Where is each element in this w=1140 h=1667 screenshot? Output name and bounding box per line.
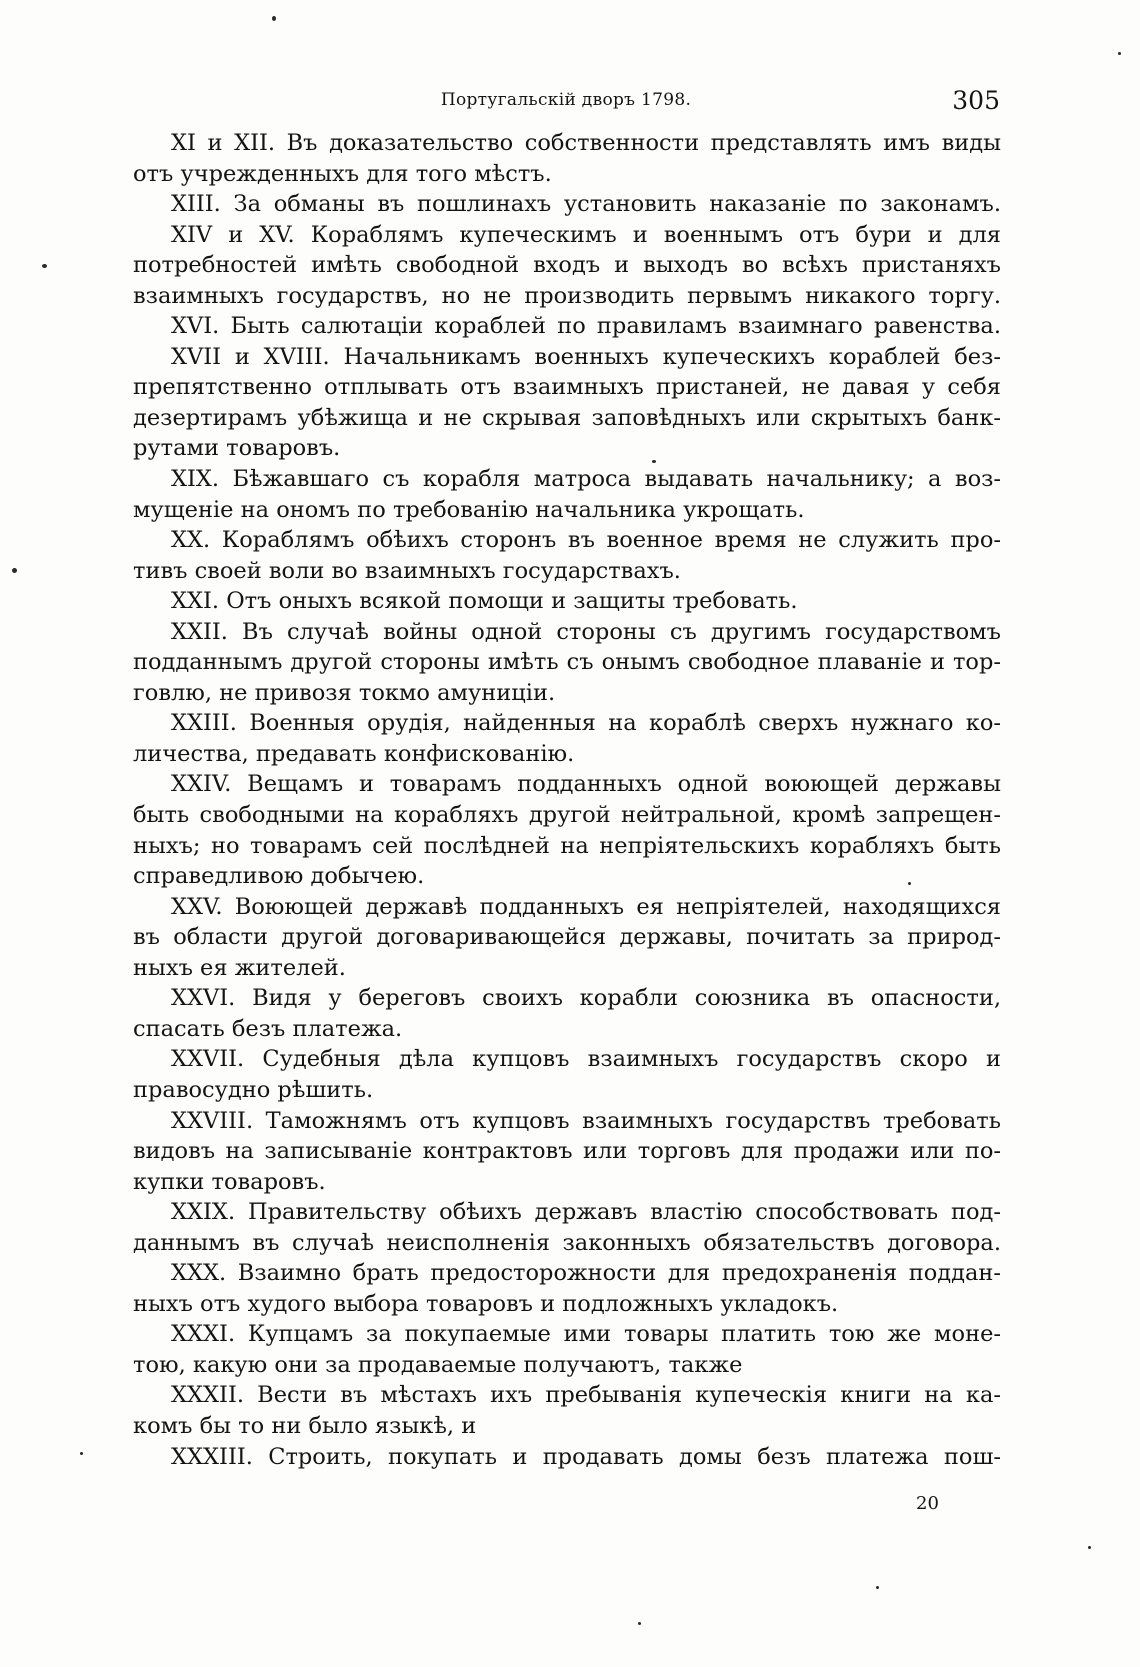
text-line: купки товаровъ. (133, 1168, 326, 1195)
text-line: ныхъ отъ худого выбора товаровъ и подложныхъ укладокъ. (133, 1290, 839, 1317)
text-line: XXIX. Правительству обѣихъ державъ властію способствовать под- (171, 1199, 1001, 1226)
text-line: быть свободными на корабляхъ другой нейтральной, кромѣ запрещен- (133, 802, 1001, 829)
text-line: тою, какую они за продаваемые получаютъ, также (133, 1351, 743, 1378)
running-title: Португальскій дворъ 1798. (440, 90, 692, 110)
article-list (133, 128, 1001, 1472)
text-line: комъ бы то ни было языкѣ, и (133, 1412, 477, 1439)
text-line: XXXII. Вести въ мѣстахъ ихъ пребыванія купеческія книги на ка- (171, 1382, 1001, 1409)
text-line: XXVII. Судебныя дѣла купцовъ взаимныхъ государствъ скоро и (171, 1046, 1001, 1073)
scan-speck (272, 16, 276, 21)
text-line: потребностей имѣть свободной входъ и выходъ во всѣхъ пристаняхъ (133, 252, 1001, 279)
scan-speck (1118, 52, 1121, 55)
text-line: взаимныхъ государствъ, но не производить первымъ никакого торгу. (133, 282, 1001, 309)
scan-speck (652, 460, 656, 463)
text-line: рутами товаровъ. (133, 435, 341, 462)
scan-speck (638, 1622, 641, 1625)
text-line: XI и XII. Въ доказательство собственности представлять имъ виды (171, 130, 1001, 156)
scan-speck (42, 264, 47, 268)
text-line: XVI. Быть салютаціи кораблей по правиламъ взаимнаго равенства. (171, 313, 1001, 340)
text-line: XXX. Взаимно брать предосторожности для предохраненія поддан- (171, 1260, 1001, 1287)
text-line: правосудно рѣшить. (133, 1076, 374, 1103)
text-line: XIII. За обманы въ пошлинахъ установить наказаніе по законамъ. (171, 191, 1001, 218)
text-line: подданнымъ другой стороны имѣть съ онымъ свободное плаваніе и тор- (133, 649, 1001, 676)
text-line: ныхъ; но товарамъ сей послѣдней на непріятельскихъ корабляхъ быть (133, 832, 1001, 859)
text-line: говлю, не привозя токмо амуниціи. (133, 679, 556, 706)
page-header (132, 86, 1000, 120)
text-line: XXIII. Военныя орудія, найденныя на кораблѣ сверхъ нужнаго ко- (171, 710, 1001, 737)
text-line: XXI. Отъ оныхъ всякой помощи и защиты требовать. (171, 588, 798, 615)
text-line: въ области другой договаривающейся державы, почитать за природ- (133, 924, 1001, 951)
text-line: XXXI. Купцамъ за покупаемые ими товары платить тою же моне- (171, 1321, 1001, 1348)
text-line: дезертирамъ убѣжища и не скрывая заповѣдныхъ или скрытыхъ банк- (133, 404, 1001, 431)
text-line: тивъ своей воли во взаимныхъ государствахъ. (133, 557, 681, 584)
text-line: личества, предавать конфискованію. (133, 740, 575, 767)
text-line: справедливою добычею. (133, 863, 425, 890)
text-line: препятственно отплывать отъ взаимныхъ пристаней, не давая у себя (133, 374, 1001, 401)
scan-speck (908, 882, 911, 885)
text-line: XVII и XVIII. Начальникамъ военныхъ купеческихъ кораблей без- (171, 343, 1001, 370)
text-line: XXV. Воюющей державѣ подданныхъ ея непріятелей, находящихся (171, 893, 1001, 920)
text-line: спасать безъ платежа. (133, 1015, 403, 1042)
text-line: XXXIII. Строить, покупать и продавать домы безъ платежа пош- (171, 1443, 1001, 1470)
text-line: видовъ на записываніе контрактовъ или торговъ для продажи или по- (133, 1138, 1001, 1165)
text-line: XX. Кораблямъ обѣихъ сторонъ въ военное время не служить про- (171, 527, 1001, 554)
page-number: 305 (952, 86, 1000, 115)
scan-speck (1088, 1546, 1091, 1549)
scan-speck (80, 1452, 83, 1455)
text-line: XIX. Бѣжавшаго съ корабля матроса выдавать начальнику; а воз- (171, 466, 1001, 493)
signature-mark: 20 (916, 1493, 939, 1514)
text-line: XXVI. Видя у береговъ своихъ корабли союзника въ опасности, (171, 985, 1001, 1012)
scan-speck (12, 568, 17, 573)
text-line: мущеніе на ономъ по требованію начальника укрощать. (133, 496, 805, 523)
text-line: отъ учрежденныхъ для того мѣстъ. (133, 160, 552, 187)
text-line: XXII. Въ случаѣ войны одной стороны съ другимъ государствомъ (171, 618, 1001, 645)
text-line: XXVIII. Таможнямъ отъ купцовъ взаимныхъ государствъ требовать (171, 1107, 1001, 1134)
text-line: XXIV. Вещамъ и товарамъ подданныхъ одной воюющей державы (171, 771, 1001, 798)
text-line: даннымъ въ случаѣ неисполненія законныхъ обязательствъ договора. (133, 1229, 1001, 1256)
scan-speck (876, 1586, 879, 1589)
text-line: XIV и XV. Кораблямъ купеческимъ и военнымъ отъ бури и для (171, 221, 1001, 248)
text-line: ныхъ ея жителей. (133, 954, 346, 981)
